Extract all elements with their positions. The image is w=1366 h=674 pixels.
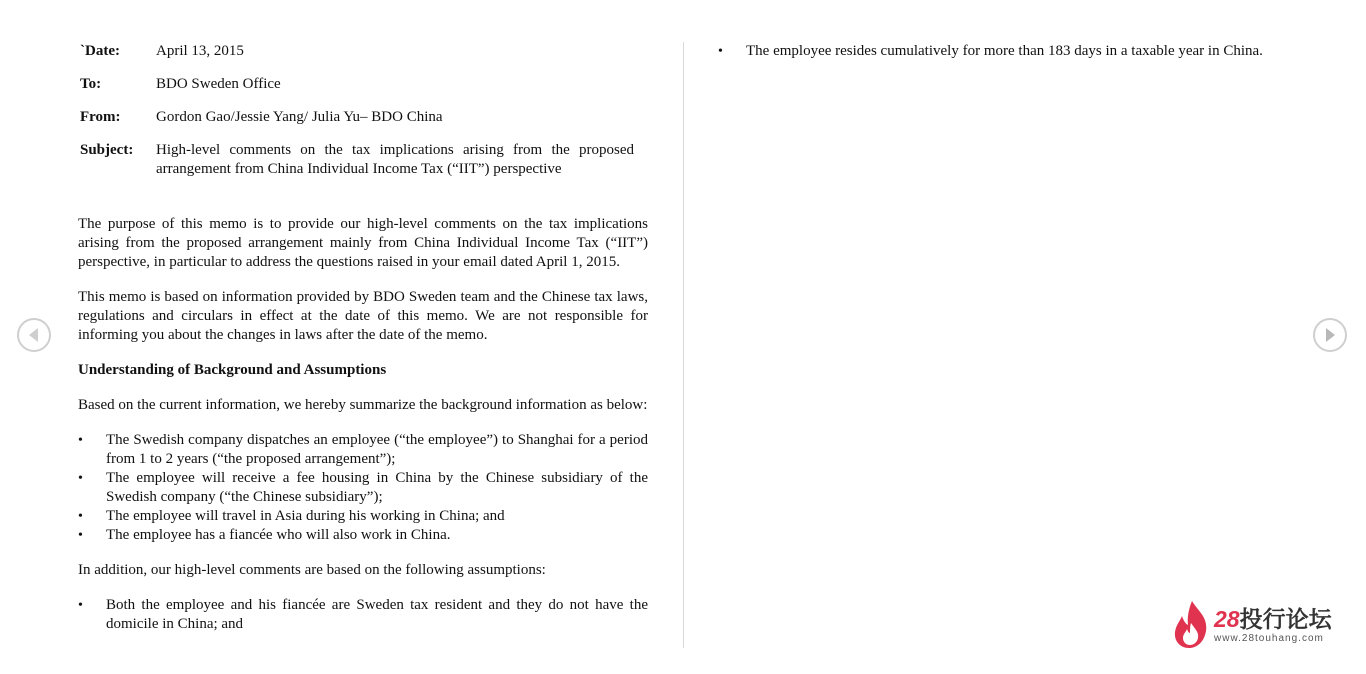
memo-to-row <box>78 75 648 94</box>
list-item <box>78 431 648 469</box>
from-value: Gordon Gao/Jessie Yang/ Julia Yu– BDO China <box>156 109 443 125</box>
memo-from-row <box>78 108 648 127</box>
flame-icon <box>1172 599 1210 649</box>
memo-page-right <box>718 42 1318 77</box>
background-list <box>78 431 648 545</box>
bullet-icon: • <box>78 598 83 613</box>
list-item-text: The Swedish company dispatches an employee (“the employee”) to Shanghai for a period from 1 to 2 years (“the proposed arrangement”); <box>106 432 648 467</box>
list-item-text: The employee will receive a fee housing in China by the Chinese subsidiary of the Swedish company (“the Chinese subsidiary”); <box>106 470 648 505</box>
from-label: From: <box>80 109 121 125</box>
bullet-icon: • <box>78 509 83 524</box>
site-watermark <box>1172 599 1342 651</box>
chevron-right-icon <box>1315 320 1345 350</box>
bullet-icon: • <box>78 433 83 448</box>
assumptions-list <box>78 596 648 634</box>
list-item <box>78 507 648 526</box>
date-label: `Date: <box>80 43 120 59</box>
to-value: BDO Sweden Office <box>156 76 281 92</box>
subject-value: High-level comments on the tax implications arising from the proposed arrangement from China Individual Income Tax (“IIT”) perspective <box>156 142 634 177</box>
memo-page-left <box>78 42 648 650</box>
watermark-name: 投行论坛 <box>1239 606 1332 632</box>
next-page-button[interactable] <box>1313 318 1347 352</box>
date-value: April 13, 2015 <box>156 43 244 59</box>
chevron-left-icon <box>19 320 49 350</box>
to-label: To: <box>80 76 102 92</box>
subject-label: Subject: <box>80 142 134 158</box>
section-heading: Understanding of Background and Assumptions <box>78 362 387 378</box>
watermark-title <box>1214 605 1332 633</box>
memo-subject-row <box>78 141 648 179</box>
watermark-text <box>1214 605 1332 645</box>
page-divider <box>683 42 684 648</box>
list-item <box>78 469 648 507</box>
list-item <box>78 526 648 545</box>
list-item <box>718 42 1318 61</box>
list-item-text: The employee has a fiancée who will also work in China. <box>106 527 451 543</box>
list-item <box>78 596 648 634</box>
basis-paragraph: This memo is based on information provided by BDO Sweden team and the Chinese tax laws, regulations and circulars in effect at the date of this memo. We are not responsible for informing you about the changes in laws after the date of the memo. <box>78 289 648 343</box>
memo-date-row <box>78 42 648 61</box>
bullet-icon: • <box>78 528 83 543</box>
assumptions-intro: In addition, our high-level comments are based on the following assumptions: <box>78 562 546 578</box>
bullet-icon: • <box>78 471 83 486</box>
list-item-text: The employee resides cumulatively for more than 183 days in a taxable year in China. <box>746 43 1263 59</box>
watermark-number: 28 <box>1214 606 1240 632</box>
previous-page-button[interactable] <box>17 318 51 352</box>
assumptions-list-continued <box>718 42 1318 61</box>
background-intro: Based on the current information, we hereby summarize the background information as below: <box>78 397 648 413</box>
bullet-icon: • <box>718 44 723 59</box>
watermark-url: www.28touhang.com <box>1214 633 1324 644</box>
list-item-text: The employee will travel in Asia during his working in China; and <box>106 508 505 524</box>
list-item-text: Both the employee and his fiancée are Sweden tax resident and they do not have the domicile in China; and <box>106 597 648 632</box>
intro-paragraph: The purpose of this memo is to provide our high-level comments on the tax implications arising from the proposed arrangement mainly from China Individual Income Tax (“IIT”) perspective, in particular to address the questions raised in your email dated April 1, 2015. <box>78 216 648 270</box>
